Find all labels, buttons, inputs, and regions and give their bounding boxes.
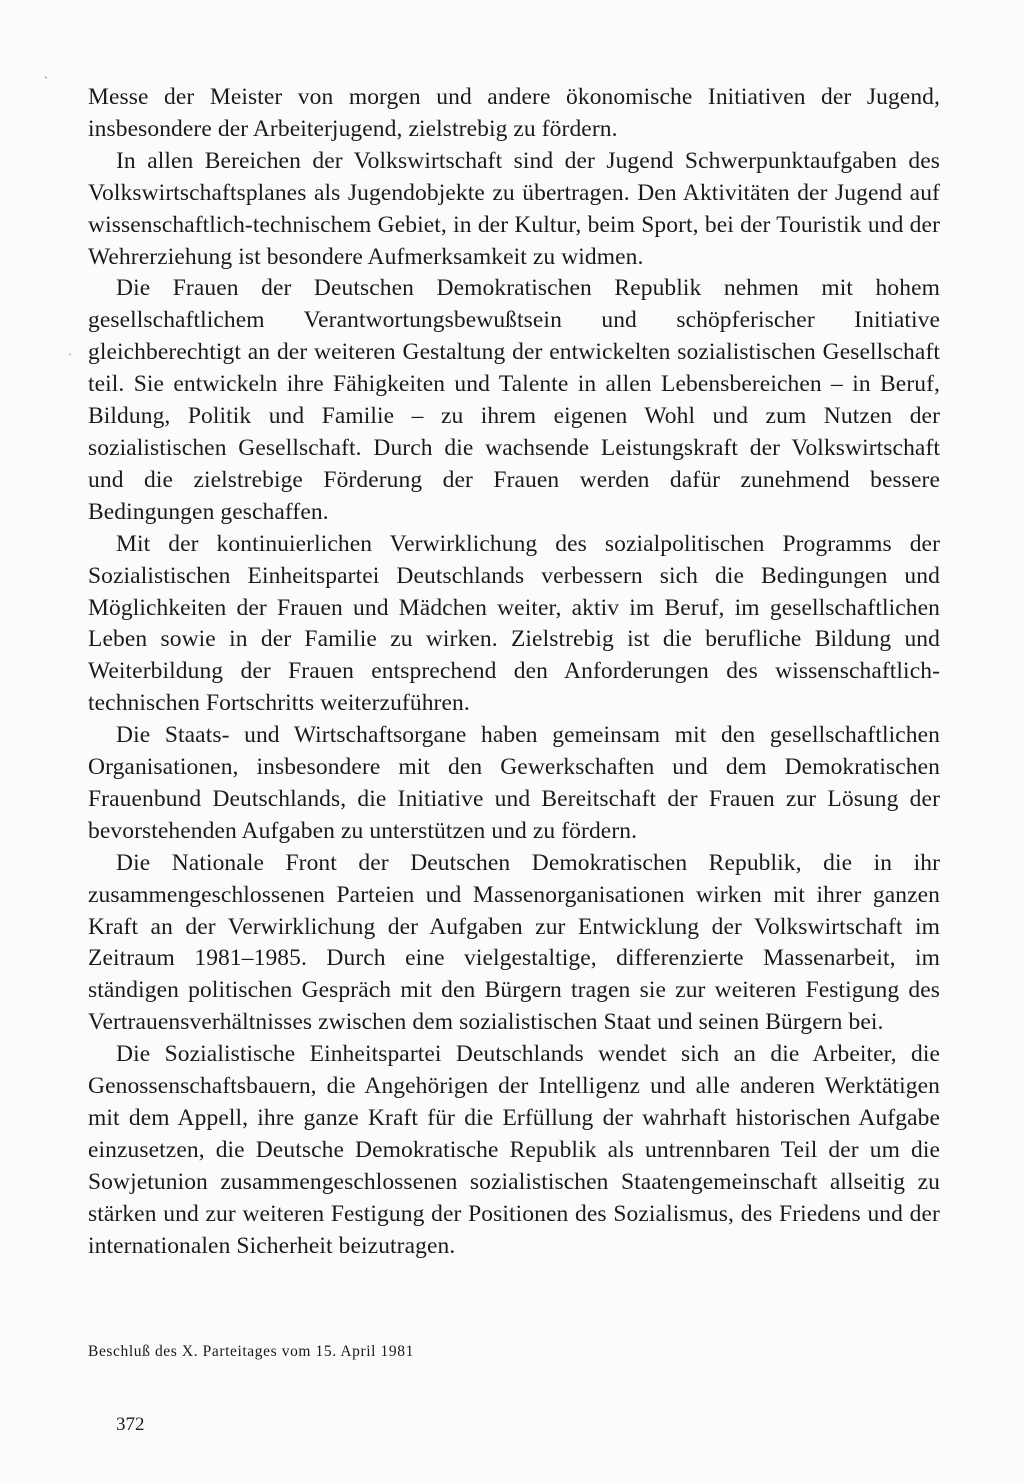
body-text [88, 82, 940, 1263]
scan-speck: ˎ [44, 65, 48, 79]
scan-speck: ˈ [68, 351, 72, 365]
paragraph-continuation: Messe der Meister von morgen und andere ökonomische Initiativen der Jugend, insbesondere der Arbeiterjugend, zielstrebig zu fördern. [88, 84, 940, 142]
paragraph-women-role: Die Frauen der Deutschen Demokratischen Republik nehmen mit hohem gesellschaftlichem Verantwortungsbewußtsein und schöpferischer Initiative gleichberechtigt an der weiteren Gestaltung der entwickelten sozialistischen Gesellschaft teil. Sie entwickeln ihre Fähigkeiten und Talente in allen Lebensbereichen – in Beruf, Bildung, Politik und Familie – zu ihrem eigenen Wohl und zum Nutzen der sozialistischen Gesellschaft. Durch die wachsende Leistungskraft der Volkswirtschaft und die zielstrebige Förderung der Frauen werden dafür zunehmend bessere Bedingungen geschaffen. [88, 275, 940, 525]
page-number: 372 [116, 1414, 145, 1435]
paragraph-appeal: Die Sozialistische Einheitspartei Deutschlands wendet sich an die Arbeiter, die Genossenschaftsbauern, die Angehörigen der Intelligenz und alle anderen Werktätigen mit dem Appell, ihre ganze Kraft für die Erfüllung der wahrhaft historischen Aufgabe einzusetzen, die Deutsche Demokratische Republik als untrennbaren Teil der um die Sowjetunion zusammengeschlossenen sozialistischen Staatengemeinschaft allseitig zu stärken und zur weiteren Festigung der Positionen des Sozialismus, des Friedens und der internationalen Sicherheit beizutragen. [88, 1041, 940, 1259]
paragraph-youth-tasks: In allen Bereichen der Volkswirtschaft sind der Jugend Schwerpunktaufgaben des Volkswirtschaftsplanes als Jugendobjekte zu übertragen. Den Aktivitäten der Jugend auf wissenschaftlich-technischem Gebiet, in der Kultur, beim Sport, bei der Touristik und der Wehrerziehung ist besondere Aufmerksamkeit zu widmen. [88, 147, 940, 270]
paragraph-state-organs: Die Staats- und Wirtschaftsorgane haben gemeinsam mit den gesellschaftlichen Organisationen, insbesondere mit den Gewerkschaften und dem Demokratischen Frauenbund Deutschlands, die Initiative und Bereitschaft der Frauen zur Lösung der bevorstehenden Aufgaben zu unterstützen und zu fördern. [88, 722, 940, 844]
source-note: Beschluß des X. Parteitages vom 15. April 1981 [88, 1343, 414, 1360]
paragraph-national-front: Die Nationale Front der Deutschen Demokratischen Republik, die in ihr zusammengeschlossenen Parteien und Massenorganisationen wirken mit ihrer ganzen Kraft an der Verwirklichung der Aufgaben zur Entwicklung der Volkswirtschaft im Zeitraum 1981–1985. Durch eine vielgestaltige, differenzierte Massenarbeit, im ständigen politischen Gespräch mit den Bürgern tragen sie zur weiteren Festigung des Vertrauensverhältnisses zwischen dem sozialistischen Staat und seinen Bürgern bei. [88, 849, 940, 1036]
paragraph-social-program: Mit der kontinuierlichen Verwirklichung des sozialpolitischen Programms der Sozialistischen Einheitspartei Deutschlands verbessern sich die Bedingungen und Möglichkeiten der Frauen und Mädchen weiter, aktiv im Beruf, im gesellschaftlichen Leben sowie in der Familie zu wirken. Zielstrebig ist die berufliche Bildung und Weiterbildung der Frauen entsprechend den Anforderungen des wissenschaftlich-technischen Fortschritts weiterzuführen. [88, 530, 940, 717]
